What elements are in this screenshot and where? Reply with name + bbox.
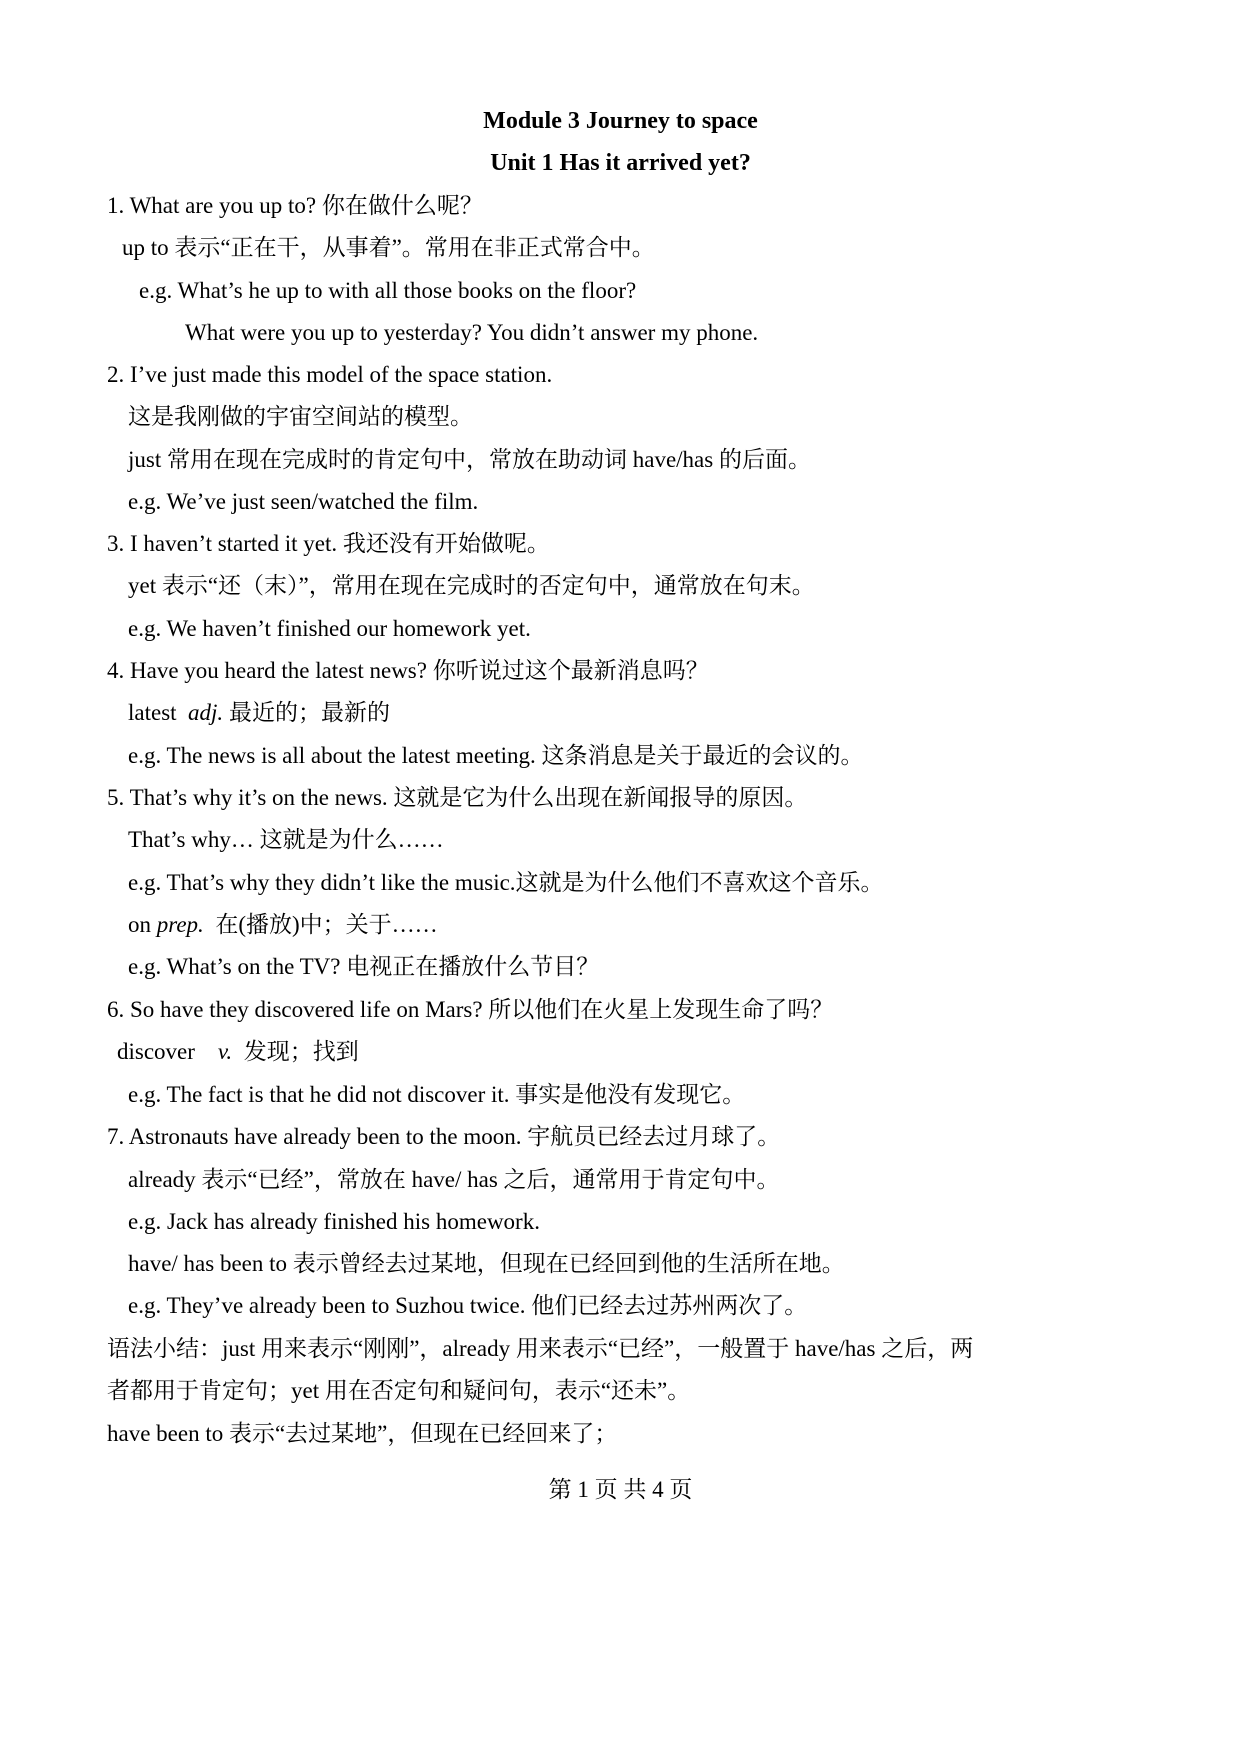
note-line: have/ has been to 表示曾经去过某地，但现在已经回到他的生活所在地。 xyxy=(128,1251,845,1276)
part-of-speech: adj. xyxy=(188,700,224,725)
note-line: That’s why… 这就是为什么…… xyxy=(128,827,444,852)
example-line: e.g. They’ve already been to Suzhou twice. 他们已经去过苏州两次了。 xyxy=(128,1293,808,1318)
note-line: 2. I’ve just made this model of the space station. xyxy=(107,362,553,387)
example-line: e.g. Jack has already finished his homework. xyxy=(128,1209,540,1234)
note-line: 1. What are you up to? 你在做什么呢？ xyxy=(107,193,483,218)
vocab-word: latest xyxy=(128,700,177,725)
note-line: 3. I haven’t started it yet. 我还没有开始做呢。 xyxy=(107,531,550,556)
example-line: e.g. We’ve just seen/watched the film. xyxy=(128,489,479,514)
vocab-meaning: 发现；找到 xyxy=(243,1039,359,1064)
vocab-meaning: 在(播放)中；关于…… xyxy=(215,912,438,937)
example-line: e.g. The fact is that he did not discover it. 事实是他没有发现它。 xyxy=(128,1082,746,1107)
example-line: e.g. The news is all about the latest meeting. 这条消息是关于最近的会议的。 xyxy=(128,743,864,768)
note-line: 7. Astronauts have already been to the moon. 宇航员已经去过月球了。 xyxy=(107,1124,781,1149)
page-footer: 第 1 页 共 4 页 xyxy=(548,1477,693,1502)
example-line: e.g. We haven’t finished our homework yet. xyxy=(128,616,531,641)
note-line: 4. Have you heard the latest news? 你听说过这个最新消息吗？ xyxy=(107,658,709,683)
vocab-line-discover xyxy=(117,1038,359,1066)
note-line: yet 表示“还（末）”，常用在现在完成时的否定句中，通常放在句末。 xyxy=(128,573,815,598)
part-of-speech: prep. xyxy=(156,912,204,937)
grammar-summary-line: have been to 表示“去过某地”，但现在已经回来了； xyxy=(107,1421,618,1446)
note-line: up to 表示“正在干，从事着”。常用在非正式常合中。 xyxy=(122,235,655,260)
document-subtitle: Unit 1 Has it arrived yet? xyxy=(490,150,751,176)
vocab-line-latest xyxy=(128,699,390,727)
note-line: just 常用在现在完成时的肯定句中，常放在助动词 have/has 的后面。 xyxy=(128,447,811,472)
part-of-speech: v. xyxy=(217,1039,233,1064)
example-line: What were you up to yesterday? You didn’t answer my phone. xyxy=(185,320,759,345)
example-line: e.g. What’s he up to with all those books on the floor? xyxy=(139,278,637,303)
example-line: e.g. What’s on the TV? 电视正在播放什么节目？ xyxy=(128,954,600,979)
note-line: already 表示“已经”，常放在 have/ has 之后，通常用于肯定句中。 xyxy=(128,1167,780,1192)
note-line: 6. So have they discovered life on Mars? 所以他们在火星上发现生命了吗？ xyxy=(107,997,834,1022)
vocab-word: on xyxy=(128,912,151,937)
note-line: 5. That’s why it’s on the news. 这就是它为什么出现在新闻报导的原因。 xyxy=(107,785,808,810)
vocab-meaning: 最近的；最新的 xyxy=(228,700,390,725)
example-line: e.g. That’s why they didn’t like the music.这就是为什么他们不喜欢这个音乐。 xyxy=(128,870,884,895)
vocab-line-on xyxy=(128,911,438,939)
grammar-summary-line: 者都用于肯定句；yet 用在否定句和疑问句，表示“还未”。 xyxy=(107,1378,691,1403)
document-title: Module 3 Journey to space xyxy=(483,108,758,134)
grammar-summary-line: 语法小结：just 用来表示“刚刚”，already 用来表示“已经”，一般置于 have/has 之后，两 xyxy=(107,1336,974,1361)
vocab-word: discover xyxy=(117,1039,195,1064)
note-line: 这是我刚做的宇宙空间站的模型。 xyxy=(128,404,473,429)
